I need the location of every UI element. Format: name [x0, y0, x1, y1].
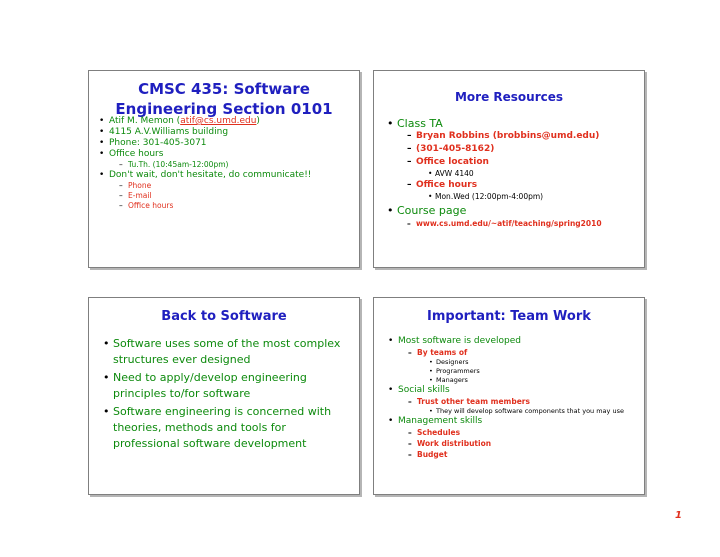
- social-skills-item: • Social skills – Trust other team members • They will develop software components that you may use: [388, 385, 638, 416]
- role-programmers: • Programmers: [429, 367, 638, 376]
- office-hours-item: • Office hours – Tu.Th. (10:45am-12:00pm): [99, 149, 354, 170]
- slide-course-info: [88, 70, 360, 268]
- bullet-list: [388, 336, 638, 460]
- social-sublist: [398, 396, 638, 416]
- ta-office-hours-sublist: [416, 192, 639, 202]
- phone-item: • Phone: 301-405-3071: [99, 138, 354, 149]
- slide-back-to-software: [88, 297, 360, 495]
- course-page-sublist: [397, 217, 639, 230]
- title-line-2: Engineering Section 0101: [115, 100, 333, 118]
- office-location: • AVW 4140: [428, 169, 639, 179]
- ta-office-hours-time: • Mon.Wed (12:00pm-4:00pm): [428, 192, 639, 202]
- contact-phone: – Phone: [119, 181, 354, 191]
- office-location-sublist: [416, 169, 639, 179]
- office-hours-sublist: [109, 160, 354, 170]
- slide-title: More Resources: [454, 90, 564, 104]
- bullet-item: • Software uses some of the most complex structures ever designed: [103, 336, 351, 368]
- trust-sublist: [417, 407, 638, 416]
- ta-phone: – (301-405-8162): [407, 143, 639, 156]
- slide-title: Back to Software: [161, 309, 287, 324]
- slide-title: Important: Team Work: [427, 309, 591, 324]
- contact-email: – E-mail: [119, 191, 354, 201]
- ta-name: – Bryan Robbins (brobbins@umd.edu): [407, 130, 639, 143]
- roles-sublist: [417, 358, 638, 385]
- course-page-item: • Course page – www.cs.umd.edu/~atif/teaching/spring2010: [387, 204, 639, 230]
- trust-detail: • They will develop software components that you may use: [429, 407, 638, 416]
- budget: – Budget: [408, 449, 638, 460]
- slide-team-work: [373, 297, 645, 495]
- office-hours-time: – Tu.Th. (10:45am-12:00pm): [119, 160, 354, 170]
- office-location-item: – Office location • AVW 4140: [407, 156, 639, 179]
- work-distribution: – Work distribution: [408, 438, 638, 449]
- course-page-url[interactable]: – www.cs.umd.edu/~atif/teaching/spring2010: [407, 217, 639, 230]
- bullet-list: [99, 116, 354, 211]
- contact-sublist: [109, 181, 354, 211]
- bullet-item: • Software engineering is concerned with theories, methods and tools for professional software development: [103, 404, 351, 452]
- building-item: • 4115 A.V.Williams building: [99, 127, 354, 138]
- schedules: – Schedules: [408, 427, 638, 438]
- instructor-item: • Atif M. Memon (atif@cs.umd.edu): [99, 116, 354, 127]
- class-ta-item: • Class TA – Bryan Robbins (brobbins@umd.edu) – (301-405-8162) – Office location • AVW 4140 – Office hours • Mon.Wed (12:00pm-4:00pm): [387, 117, 639, 202]
- contact-office-hours: – Office hours: [119, 201, 354, 211]
- page-number: 1: [675, 510, 682, 521]
- ta-office-hours-item: – Office hours • Mon.Wed (12:00pm-4:00pm): [407, 179, 639, 202]
- slide-title: [89, 79, 359, 119]
- bullet-list: [387, 117, 639, 230]
- ta-sublist: [397, 130, 639, 202]
- instructor-email-link[interactable]: atif@cs.umd.edu: [180, 116, 257, 126]
- trust-item: – Trust other team members • They will develop software components that you may use: [408, 396, 638, 416]
- bullet-list: [103, 336, 351, 454]
- developed-item: • Most software is developed – By teams of • Designers • Programmers • Managers: [388, 336, 638, 385]
- management-sublist: [398, 427, 638, 460]
- role-designers: • Designers: [429, 358, 638, 367]
- management-skills-item: • Management skills – Schedules – Work distribution – Budget: [388, 416, 638, 460]
- slide-more-resources: [373, 70, 645, 268]
- communicate-item: • Don't wait, don't hesitate, do communicate!! – Phone – E-mail – Office hours: [99, 170, 354, 211]
- role-managers: • Managers: [429, 376, 638, 385]
- title-line-1: CMSC 435: Software: [138, 80, 310, 98]
- teams-sublist: [398, 347, 638, 385]
- bullet-item: • Need to apply/develop engineering principles to/for software: [103, 370, 351, 402]
- by-teams-item: – By teams of • Designers • Programmers • Managers: [408, 347, 638, 385]
